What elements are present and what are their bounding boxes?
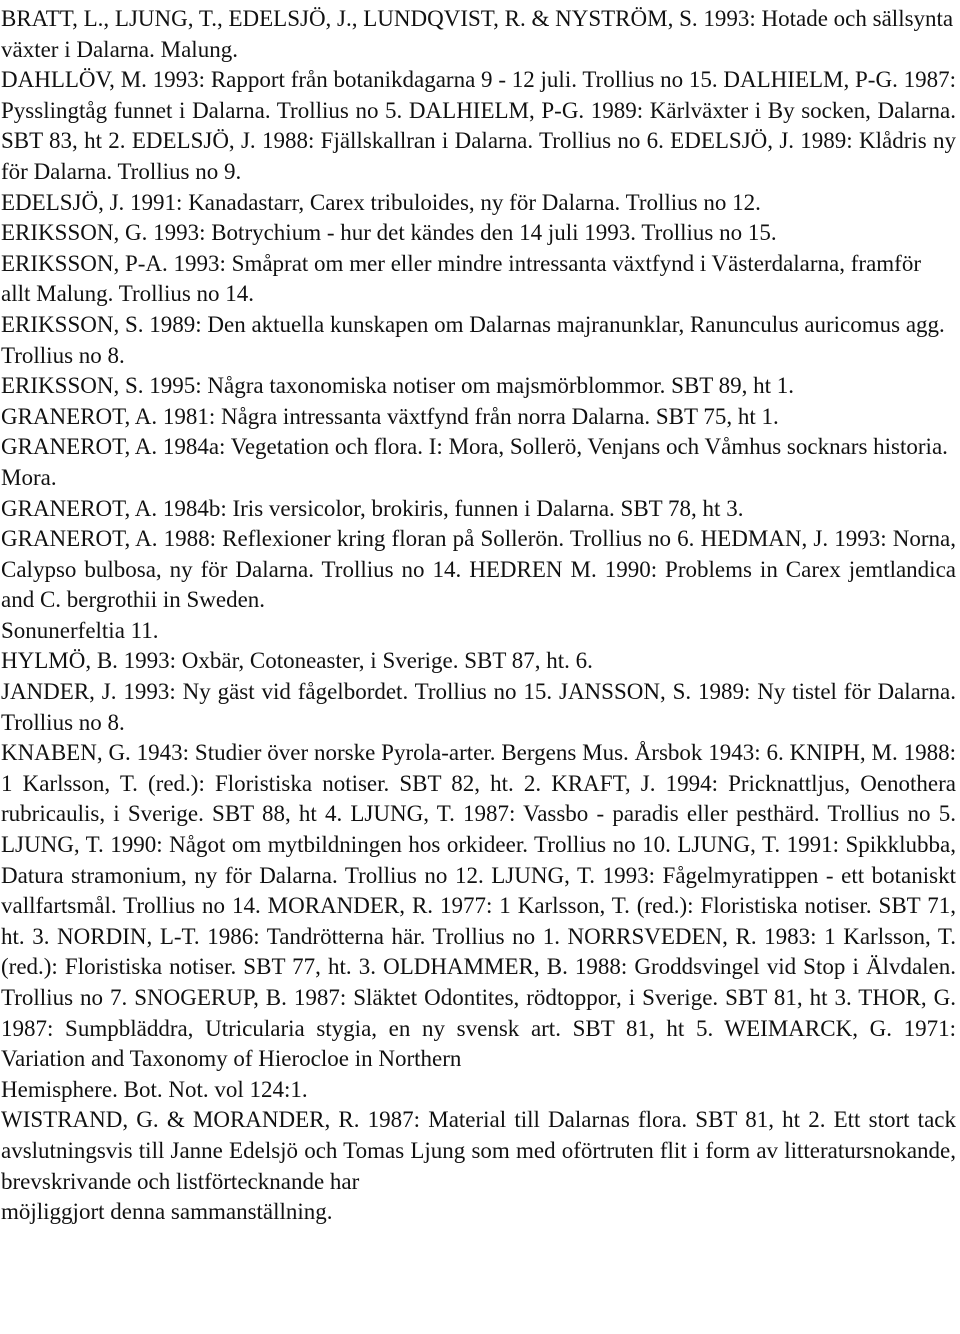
reference-paragraph: GRANEROT, A. 1981: Några intressanta växtfynd från norra Dalarna. SBT 75, ht 1. [1, 403, 779, 429]
reference-paragraph: HYLMÖ, B. 1993: Oxbär, Cotoneaster, i Sverige. SBT 87, ht. 6. [1, 648, 593, 674]
reference-paragraph: DAHLLÖV, M. 1993: Rapport från botanikdagarna 9 - 12 juli. Trollius no 15. DALHIELM, P-G. 1987: Pysslingtåg funnet i Dalarna. Trollius no 5. DALHIELM, P-G. 1989: Kärlväxter i By socken, Dalarna. SBT 83, ht 2. EDELSJÖ, J. 1988: Fjällskallran i Dalarna. Trollius no 6. EDELSJÖ, J. 1989: Klådris ny för Dalarna. Trollius no 9. [1, 67, 956, 184]
reference-paragraph: EDELSJÖ, J. 1991: Kanadastarr, Carex tribuloides, ny för Dalarna. Trollius no 12. [1, 189, 761, 215]
reference-paragraph: BRATT, L., LJUNG, T., EDELSJÖ, J., LUNDQVIST, R. & NYSTRÖM, S. 1993: Hotade och sällsynta växter i Dalarna. Malung. [1, 6, 954, 62]
reference-paragraph: GRANEROT, A. 1984a: Vegetation och flora. I: Mora, Sollerö, Venjans och Våmhus socknars historia. Mora. [1, 434, 948, 490]
acknowledgement-paragraph-end: möjliggjort denna sammanställning. [1, 1199, 333, 1225]
reference-paragraph: KNABEN, G. 1943: Studier över norske Pyrola-arter. Bergens Mus. Årsbok 1943: 6. KNIPH, M. 1988: 1 Karlsson, T. (red.): Floristiska notiser. SBT 82, ht. 2. KRAFT, J. 1994: Pricknattljus, Oenothera rubricaulis, i Sverige. SBT 88, ht 4. LJUNG, T. 1987: Vassbo - paradis eller pesthärd. Trollius no 5. LJUNG, T. 1990: Något om mytbildningen hos orkideer. Trollius no 10. LJUNG, T. 1991: Spikklubba, Datura stramonium, ny för Dalarna. Trollius no 12. LJUNG, T. 1993: Fågelmyratippen - ett botaniskt vallfartsmål. Trollius no 14. MORANDER, R. 1977: 1 Karlsson, T. (red.): Floristiska notiser. SBT 71, ht. 3. NORDIN, L-T. 1986: Tandrötterna här. Trollius no 1. NORRSVEDEN, R. 1983: 1 Karlsson, T. (red.): Floristiska notiser. SBT 77, ht. 3. OLDHAMMER, B. 1988: Groddsvingel vid Stop i Älvdalen. Trollius no 7. SNOGERUP, B. 1987: Släktet Odontites, rödtoppor, i Sverige. SBT 81, ht 3. THOR, G. 1987: Sumpbläddra, Utricularia stygia, en ny svensk art. SBT 81, ht 5. WEIMARCK, G. 1971: Variation and Taxonomy of Hierocloe in Northern [1, 740, 956, 1072]
reference-paragraph: ERIKSSON, P-A. 1993: Småprat om mer eller mindre intressanta växtfynd i Västerdalarna, framför allt Malung. Trollius no 14. [1, 250, 921, 307]
reference-paragraph: GRANEROT, A. 1988: Reflexioner kring floran på Sollerön. Trollius no 6. HEDMAN, J. 1993: Norna, Calypso bulbosa, ny för Dalarna. Trollius no 14. HEDREN M. 1990: Problems in Carex jemtlandica and C. bergrothii in Sweden. [1, 526, 956, 613]
reference-paragraph: Hemisphere. Bot. Not. vol 124:1. [1, 1076, 308, 1102]
reference-paragraph: JANDER, J. 1993: Ny gäst vid fågelbordet. Trollius no 15. JANSSON, S. 1989: Ny tistel för Dalarna. Trollius no 8. [1, 679, 956, 735]
reference-paragraph: ERIKSSON, G. 1993: Botrychium - hur det kändes den 14 juli 1993. Trollius no 15. [1, 220, 777, 246]
reference-paragraph: Sonunerfeltia 11. [1, 617, 159, 643]
reference-paragraph: GRANEROT, A. 1984b: Iris versicolor, brokiris, funnen i Dalarna. SBT 78, ht 3. [1, 495, 744, 521]
reference-paragraph: ERIKSSON, S. 1989: Den aktuella kunskapen om Dalarnas majranunklar, Ranunculus auricomus agg. Trollius no 8. [1, 311, 945, 368]
reference-paragraph: ERIKSSON, S. 1995: Några taxonomiska notiser om majsmörblommor. SBT 89, ht 1. [1, 373, 795, 399]
acknowledgement-paragraph: WISTRAND, G. & MORANDER, R. 1987: Material till Dalarnas flora. SBT 81, ht 2. Ett stort tack avslutningsvis till Janne Edelsjö och Tomas Ljung som med oförtruten flit i form av litteratursnokande, brevskrivande och listförtecknande har [1, 1107, 956, 1194]
